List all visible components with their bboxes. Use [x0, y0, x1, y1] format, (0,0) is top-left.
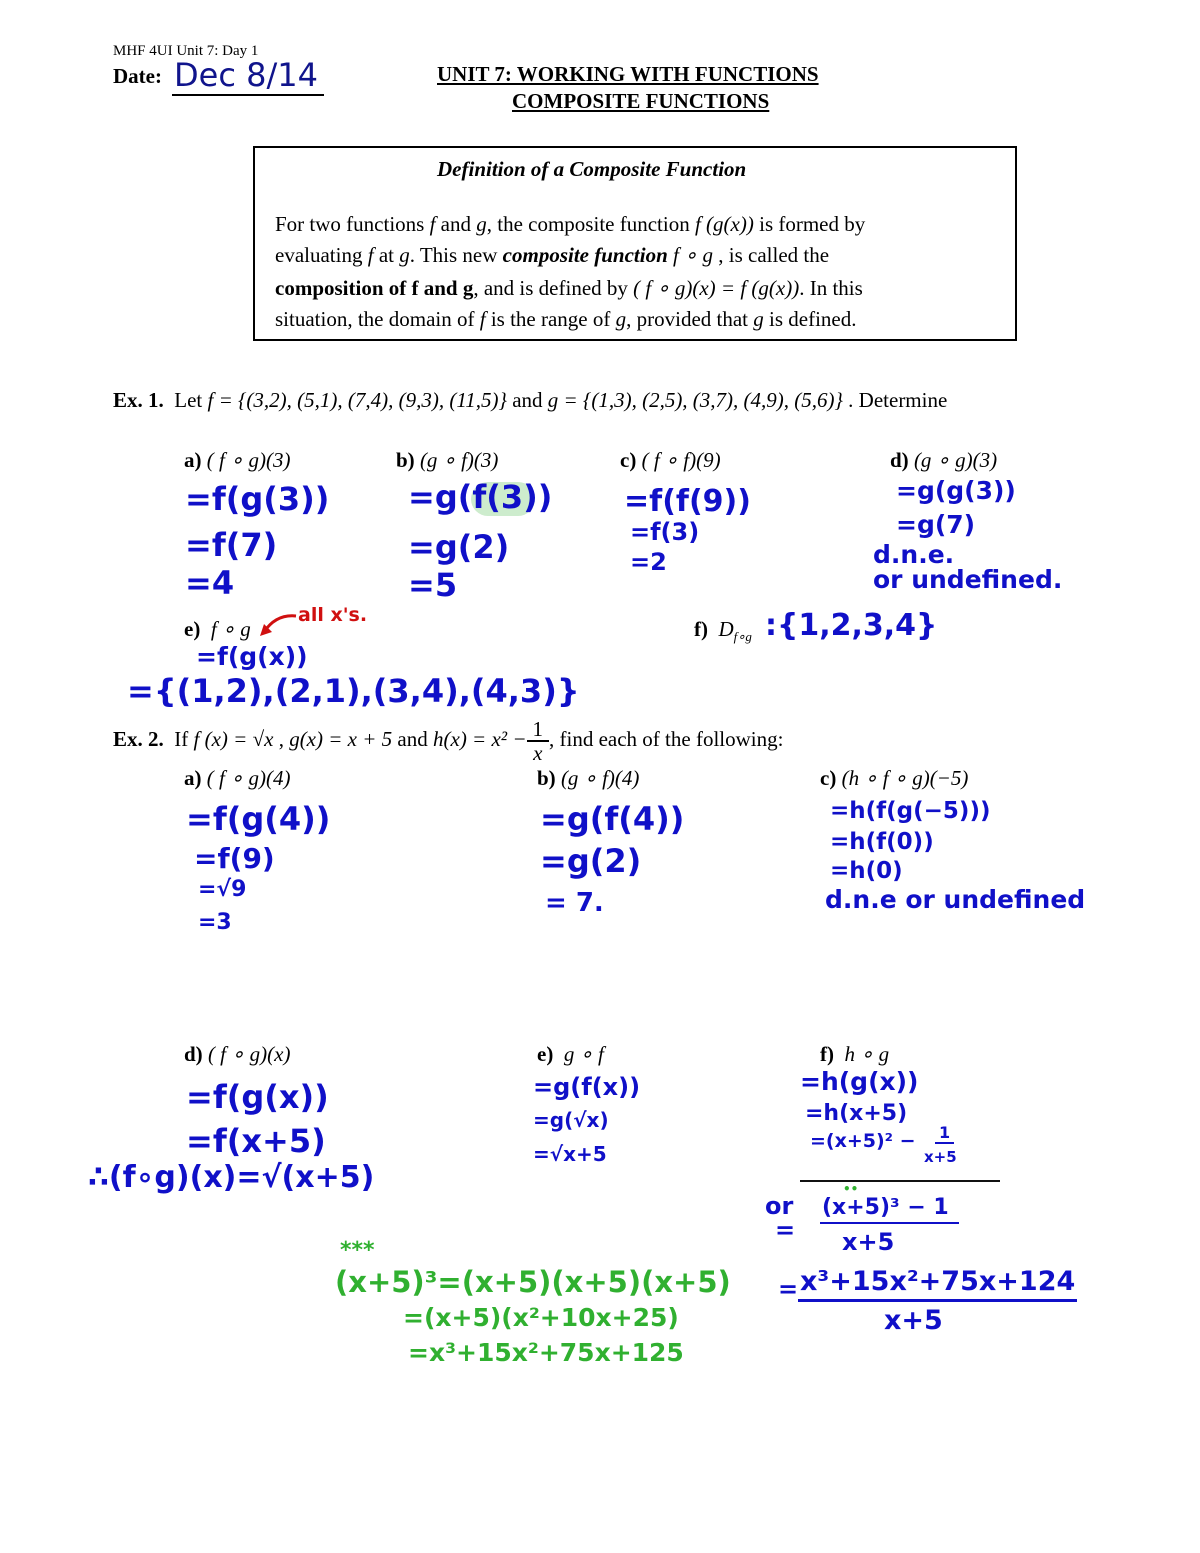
ex2-a-prompt: a) ( f ∘ g)(4) — [184, 766, 291, 790]
ex1-c-prompt: c) ( f ∘ f)(9) — [620, 448, 721, 472]
ex2-a-step-1: =f(g(4)) — [186, 800, 331, 838]
ex2-f-step-5-den: x+5 — [884, 1305, 943, 1336]
definition-line-2: evaluating f at g. This new composite function f ∘ g , is called the — [275, 243, 830, 267]
ex2-f-step-4-num: (x+5)³ − 1 — [820, 1195, 959, 1224]
note-line-1: (x+5)³=(x+5)(x+5)(x+5) — [335, 1265, 731, 1299]
ex2-f-eq-2: = — [778, 1275, 799, 1303]
definition-line-3: composition of f and g, and is defined by ( f ∘ g)(x) = f (g(x)). In this — [275, 276, 863, 300]
ex2-f-prompt: f) h ∘ g — [820, 1042, 890, 1066]
ex2-b-prompt: b) (g ∘ f)(4) — [537, 766, 640, 790]
ex2-a-step-3: =√9 — [198, 877, 247, 902]
ex2-b-step-2: =g(2) — [540, 842, 642, 880]
ex1-e-step-2: ={(1,2),(2,1),(3,4),(4,3)} — [127, 672, 580, 710]
ex2-f-eq-1: = — [775, 1216, 796, 1244]
definition-line-4: situation, the domain of f is the range of g, provided that g is defined. — [275, 307, 857, 331]
ex1-b-prompt: b) (g ∘ f)(3) — [396, 448, 499, 472]
ex2-b-step-3: = 7. — [545, 888, 604, 918]
ex2-e-step-2: =g(√x) — [533, 1108, 609, 1132]
note-line-3: =x³+15x²+75x+125 — [408, 1338, 684, 1367]
date-label: Date: — [113, 64, 162, 88]
ex1-b-step-2: =g(2) — [408, 528, 510, 566]
ex1-c-step-3: =2 — [630, 548, 667, 576]
ex2-f-step-3: =(x+5)² − — [810, 1130, 916, 1152]
ex2-d-step-2: =f(x+5) — [186, 1122, 326, 1160]
date-value: Dec 8/14 — [172, 56, 324, 96]
ex2-d-prompt: d) ( f ∘ g)(x) — [184, 1042, 291, 1066]
ex1-d-step-2: =g(7) — [896, 510, 976, 539]
ex1-b-step-3: =5 — [408, 566, 458, 604]
ex1-d-step-4: or undefined. — [873, 565, 1063, 594]
ex2-f-step-3-den: x+5 — [924, 1148, 957, 1166]
ex2-f-step-2: =h(x+5) — [805, 1101, 908, 1126]
ex1-statement: Ex. 1. Let f = {(3,2), (5,1), (7,4), (9,3), (11,5)} and g = {(1,3), (2,5), (3,7), (4,9), (5,6)} . Determine — [113, 388, 948, 412]
ex1-b-step-1: =g(f(3)) — [408, 478, 553, 516]
ex2-b-step-1: =g(f(4)) — [540, 800, 685, 838]
green-mark: •• — [843, 1182, 859, 1196]
ex2-f-step-4-den: x+5 — [842, 1228, 895, 1256]
ex2-e-step-1: =g(f(x)) — [533, 1073, 641, 1101]
definition-heading: Definition of a Composite Function — [437, 157, 747, 181]
ex1-a-step-2: =f(7) — [185, 526, 278, 564]
ex2-f-or: or — [765, 1192, 794, 1220]
ex1-f-prompt: f) $D_{f\circ g}$ — [694, 617, 752, 645]
ex2-c-step-3: =h(0) — [830, 858, 903, 884]
ex1-a-prompt: a) ( f ∘ g)(3) — [184, 448, 291, 472]
ex2-d-step-1: =f(g(x)) — [186, 1078, 329, 1116]
ex2-c-step-2: =h(f(0)) — [830, 829, 934, 855]
ex2-c-step-1: =h(f(g(−5))) — [830, 798, 991, 824]
ex1-d-step-1: =g(g(3)) — [896, 476, 1016, 505]
ex2-f-step-5-num: x³+15x²+75x+124 — [798, 1266, 1077, 1302]
ex1-d-prompt: d) (g ∘ g)(3) — [890, 448, 998, 472]
ex1-e-note: all x's. — [298, 604, 368, 626]
ex1-a-step-1: =f(g(3)) — [185, 480, 330, 518]
ex2-c-step-4: d.n.e or undefined — [825, 885, 1086, 914]
ex1-c-step-2: =f(3) — [630, 518, 700, 546]
ex1-e-step-1: =f(g(x)) — [196, 642, 308, 671]
ex1-c-step-1: =f(f(9)) — [624, 484, 751, 519]
divider — [800, 1180, 1000, 1182]
ex2-statement: Ex. 2. If f (x) = √x , g(x) = x + 5 and h(x) = x² − $\frac{1}{x}$ , find each of the following: — [113, 717, 784, 766]
ex2-c-prompt: c) (h ∘ f ∘ g)(−5) — [820, 766, 969, 790]
course-code: MHF 4UI Unit 7: Day 1 — [113, 43, 259, 59]
page-subtitle: COMPOSITE FUNCTIONS — [512, 89, 770, 113]
ex2-f-step-1: =h(g(x)) — [800, 1067, 919, 1096]
note-line-2: =(x+5)(x²+10x+25) — [403, 1303, 679, 1332]
page-title: UNIT 7: WORKING WITH FUNCTIONS — [437, 62, 819, 86]
ex2-e-prompt: e) g ∘ f — [537, 1042, 604, 1066]
ex2-e-step-3: =√x+5 — [533, 1142, 607, 1166]
ex1-f-answer: :{1,2,3,4} — [765, 608, 938, 643]
note-stars: *** — [340, 1238, 375, 1263]
annotation-arrow-icon — [258, 610, 298, 638]
ex1-d-step-3: d.n.e. — [873, 540, 955, 569]
definition-line-1: For two functions f and g, the composite function f (g(x)) is formed by — [275, 212, 866, 236]
ex1-a-step-3: =4 — [185, 564, 235, 602]
ex2-f-step-3-num: 1 — [935, 1123, 954, 1144]
ex2-a-step-2: =f(9) — [194, 842, 275, 875]
ex2-d-step-3: ∴(f∘g)(x)=√(x+5) — [88, 1160, 375, 1195]
ex2-a-step-4: =3 — [198, 910, 232, 935]
ex1-e-prompt: e) f ∘ g — [184, 617, 251, 641]
